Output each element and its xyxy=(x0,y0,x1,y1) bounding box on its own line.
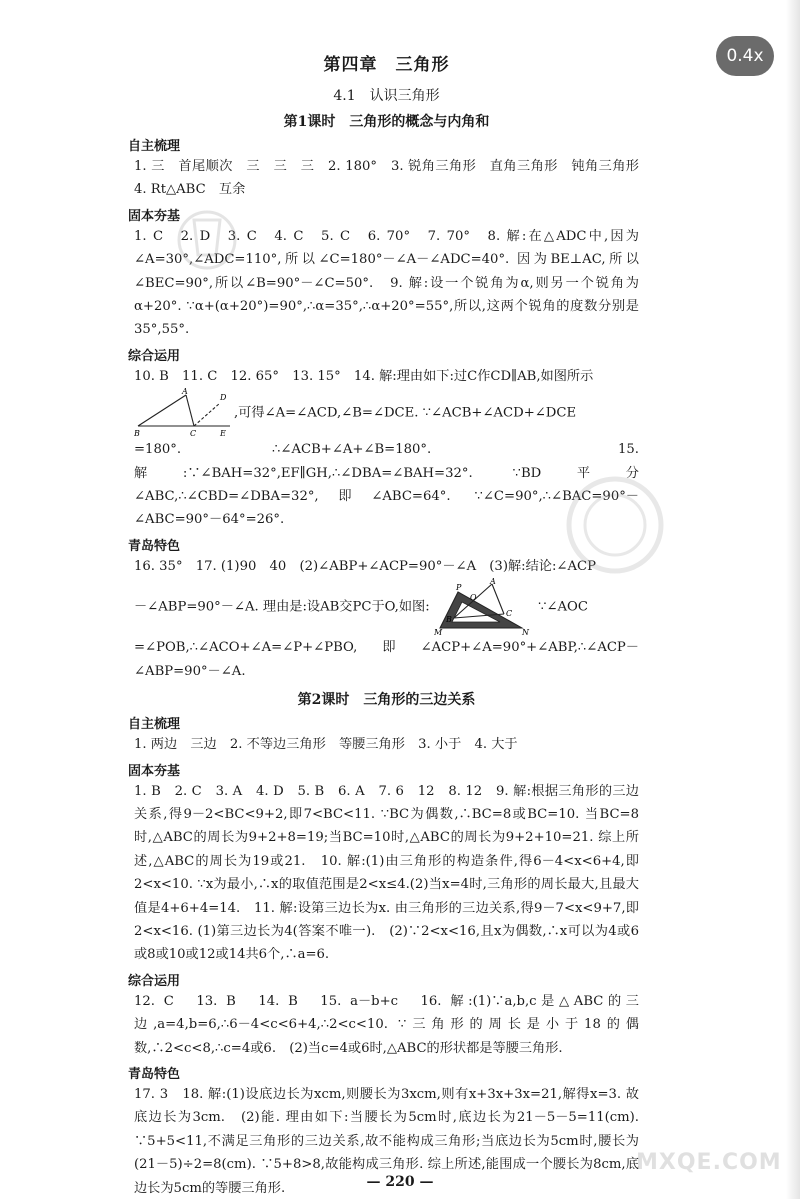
chapter-title: 第四章 三角形 xyxy=(323,55,450,75)
document-page xyxy=(128,50,653,1200)
scrollbar-shadow xyxy=(786,0,800,1199)
fig14-label-e: E xyxy=(220,429,226,439)
fig17-label-n: N xyxy=(521,628,529,637)
fig17-label-o: O xyxy=(469,593,477,603)
lesson1-special-text-b: －∠ABP=90°－∠A. 理由是:设AB交PC于O,如图: xyxy=(134,599,430,615)
lesson1-basic-text: 1. C 2. D 3. C 4. C 5. C 6. 70° 7. 70° 8. 解:在△ADC中,因为∠A=30°,∠ADC=110°,所以∠C=180°－∠A－∠ADC=40°. 因为BE⊥AC,所以∠BEC=90°,所以∠B=90°－∠C=50°. 9. 解:设一个锐角为α,则另一个锐角为α+20°. ∵α+(α+20°)=90°,∴α=35°,∴α+20°=55°,所以,这两个锐角的度数分别是35°,55°. xyxy=(134,228,639,338)
lesson1-heading-basic: 固本夯基 xyxy=(128,208,181,224)
fig17-label-p: P xyxy=(455,583,462,593)
fig17-label-m: M xyxy=(433,628,443,637)
lesson2-apply-text: 12. C 13. B 14. B 15. a－b+c 16. 解:(1)∵a,b,c是△ABC的三边,a=4,b=6,∴6－4<c<6+4,∴2<c<10. ∵三角形的周长是小于18的偶数,∴2<c<8,∴c=4或6. (2)当c=4或6时,△ABC的形状都是等腰三角形. xyxy=(134,993,639,1056)
lesson2-review-text: 1. 两边 三边 2. 不等边三角形 等腰三角形 3. 小于 4. 大于 xyxy=(134,737,518,753)
lesson1-apply-text-b: ,可得∠A=∠ACD,∠B=∠DCE. ∵∠ACB+∠ACD+∠DCE xyxy=(234,405,577,421)
lesson2-special-text: 17. 3 18. 解:(1)设底边长为xcm,则腰长为3xcm,则有x+3x+3x=21,解得x=3. 故底边长为3cm. (2)能. 理由如下:当腰长为5cm时,底边长为21－5－5=11(cm). ∵5+5<11,不满足三角形的三边关系,故不能构成三角形;当底边长为5cm时,腰长为(21－5)÷2=8(cm). ∵5+8>8,故能构成三角形. 综上所述,能围成一个腰长为8cm,底边长为5cm的等腰三角形. xyxy=(134,1086,639,1196)
fig17-label-b: B xyxy=(445,615,452,625)
fig17-label-a: A xyxy=(489,578,496,587)
lesson1-title: 第1课时 三角形的概念与内角和 xyxy=(283,114,490,130)
triangle-figure-14 xyxy=(134,388,234,438)
lesson1-apply-text-c: =180°. ∴∠ACB+∠A+∠B=180°. 15. 解:∵∠BAH=32°,EF∥GH,∴∠DBA=∠BAH=32°. ∵BD平分∠ABC,∴∠CBD=∠DBA=32°,即∠ABC=64°. ∵∠C=90°,∴∠BAC=90°－∠ABC=90°－64°=26°. xyxy=(134,442,639,528)
set-square-figure-17 xyxy=(434,578,534,636)
lesson1-heading-review: 自主梳理 xyxy=(128,139,181,154)
fig14-label-c: C xyxy=(190,429,197,439)
lesson1-special-text-d: =∠POB,∴∠ACO+∠A=∠P+∠PBO,即∠ACP+∠A=90°+∠ABP,∴∠ACP－∠ABP=90°－∠A. xyxy=(134,640,639,679)
lesson1-review-text: 1. 三 首尾顺次 三 三 三 2. 180° 3. 锐角三角形 直角三角形 钝角三角形 4. Rt△ABC 互余 xyxy=(134,159,653,198)
lesson1-heading-apply: 综合运用 xyxy=(128,348,181,364)
fig14-label-d: D xyxy=(220,393,227,403)
section-title: 4.1 认识三角形 xyxy=(333,88,440,104)
lesson2-title: 第2课时 三角形的三边关系 xyxy=(297,692,476,709)
lesson2-heading-review: 自主梳理 xyxy=(128,717,181,733)
lesson2-heading-basic: 固本夯基 xyxy=(128,763,181,779)
lesson1-apply-figure-line xyxy=(134,388,639,438)
zoom-speed-badge[interactable]: 0.4x xyxy=(716,36,774,76)
lesson1-apply-text-a: 10. B 11. C 12. 65° 13. 15° 14. 解:理由如下:过C作CD∥AB,如图所示 xyxy=(134,368,594,384)
lesson1-special-text-c: ∵∠AOC xyxy=(538,599,588,615)
lesson2-heading-apply: 综合运用 xyxy=(128,973,181,989)
lesson1-special-figure-line xyxy=(134,578,639,636)
watermark-logo: MXQE.COM xyxy=(636,1150,782,1175)
lesson1-heading-special: 青岛特色 xyxy=(128,538,181,554)
lesson1-special-text-a: 16. 35° 17. (1)90 40 (2)∠ABP+∠ACP=90°－∠A (3)解:结论:∠ACP xyxy=(134,558,596,574)
lesson2-heading-special: 青岛特色 xyxy=(128,1066,181,1082)
lesson2-basic-text: 1. B 2. C 3. A 4. D 5. B 6. A 7. 6 12 8. 12 9. 解:根据三角形的三边关系,得9－2<BC<9+2,即7<BC<11. ∵BC为偶数,∴BC=8或BC=10. 当BC=8时,△ABC的周长为9+2+8=19;当BC=10时,△ABC的周长为9+2+10=21. 综上所述,△ABC的周长为19或21. 10. 解:(1)由三角形的构造条件,得6－4<x<6+4,即2<x<10. ∵x为最小,∴x的取值范围是2<x≤4.(2)当x=4时,三角形的周长最大,且最大值是4+6+4=14. 11. 解:设第三边长为x. 由三角形的三边关系,得9－7<x<9+7,即2<x<16. (1)第三边长为4(答案不唯一). (2)∵2<x<16,且x为偶数,∴x可以为4或6或8或10或12或14共6个,∴a=6. xyxy=(134,783,639,963)
fig17-label-c: C xyxy=(505,609,513,619)
fig14-label-b: B xyxy=(134,429,140,439)
fig14-label-a: A xyxy=(182,388,188,397)
page-number: — 220 — xyxy=(366,1174,434,1190)
